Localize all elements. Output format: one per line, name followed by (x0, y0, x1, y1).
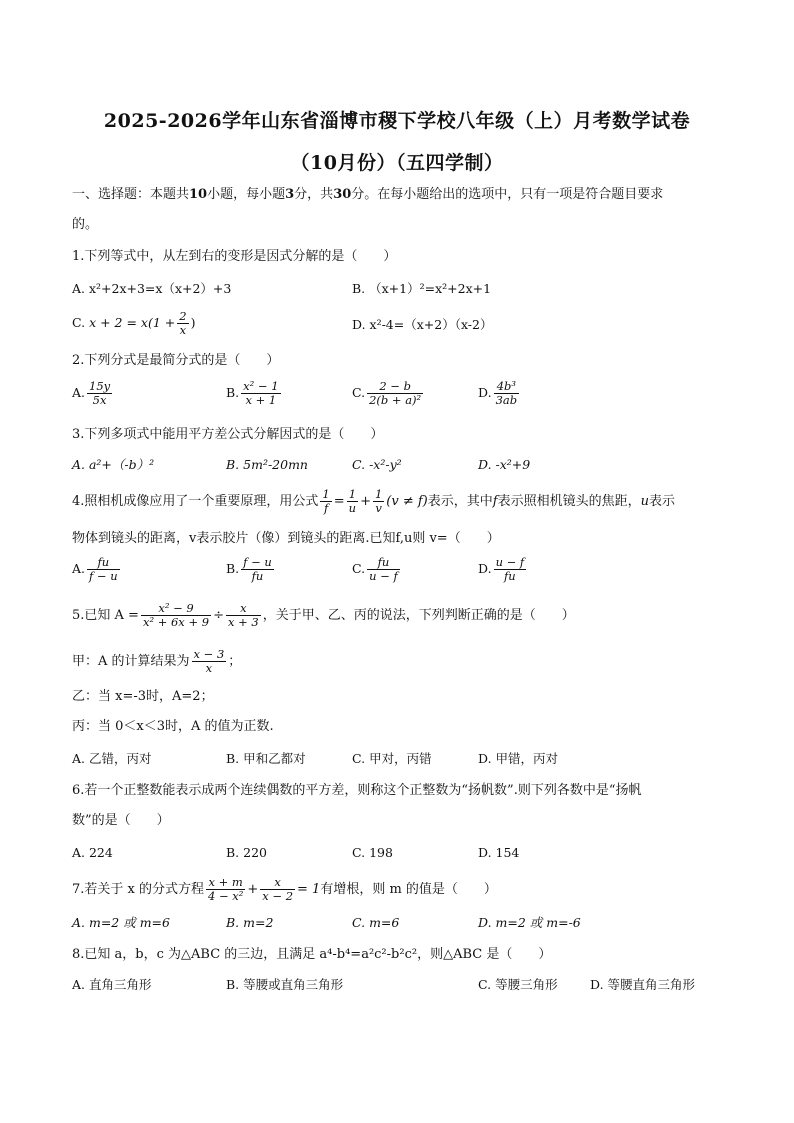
q1-option-d: D. x²-4=（x+2）（x-2） (352, 317, 493, 332)
q7-option-b: B. m=2 (226, 915, 274, 930)
question-3-stem: 3.下列多项式中能用平方差公式分解因式的是（ ） (72, 427, 384, 442)
q7-option-a: A. m=2 或 m=6 (72, 915, 170, 930)
q7-option-d: D. m=2 或 m=-6 (478, 915, 581, 930)
q5-option-d: D. 甲错，丙对 (478, 751, 559, 766)
q2-option-b: B. $\frac{\text{x² − 1}}{x + 1}$ (226, 379, 279, 407)
question-6-stem-line1: 6.若一个正整数能表示成两个连续偶数的平方差，则称这个正整数为“扬帆数”.则下列各数中是“扬帆 (72, 783, 642, 798)
q6-option-c: C. 198 (352, 845, 393, 860)
question-4-stem-line1: 4.照相机成像应用了一个重要原理，用公式 $\frac{1}{f}$ = $\frac{1}{u}$ + $\frac{1}{v}$ (v ≠ f)表示，其中f表示照相机镜头的焦距，u表示 (72, 487, 675, 515)
question-1-stem: 1.下列等式中，从左到右的变形是因式分解的是（ ） (72, 249, 397, 264)
q5-option-a: A. 乙错，丙对 (72, 751, 152, 766)
q3-option-b: B. 5m²-20mn (226, 457, 308, 472)
q2-option-a: A. $\frac{15y}{5x}$ (72, 379, 111, 407)
q2-option-d: D. $\frac{\text{4b³}}{3ab}$ (478, 379, 518, 407)
exam-subtitle: （10月份）（五四学制） (290, 152, 504, 174)
q1-c-fraction: $\frac{2}{x}$ (179, 309, 187, 337)
section-intro-line1: 一、选择题：本题共10小题，每小题3分，共30分。在每小题给出的选项中，只有一项是符合题目要求 (72, 187, 664, 202)
q8-option-d: D. 等腰直角三角形 (590, 977, 696, 992)
question-4-stem-line2: 物体到镜头的距离，v表示胶片（像）到镜头的距离.已知f,u则 v=（ ） (72, 531, 500, 546)
q3-option-c: C. -x²-y² (352, 457, 402, 472)
q5-statement-yi: 乙：当 x=-3时，A=2； (72, 689, 214, 704)
question-7-stem: 7.若关于 x 的分式方程 $\frac{x + m}{\text{4 − x²}}$ + $\frac{x}{x - 2}$ = 1有增根，则 m 的值是（ ） (72, 875, 497, 903)
q7-option-c: C. m=6 (352, 915, 400, 930)
q1-option-a: A. x²+2x+3=x（x+2）+3 (72, 281, 232, 296)
q1-option-c: C. x + 2 = x(1 + $\frac{2}{x}$ ) (72, 309, 196, 337)
q4-option-b: B. $\frac{f - u}{fu}$ (226, 555, 272, 583)
q4-option-d: D. $\frac{u - f}{fu}$ (478, 555, 525, 583)
q5-statement-jia: 甲：A 的计算结果为 $\frac{x - 3}{x}$ ； (72, 647, 242, 675)
q6-option-b: B. 220 (226, 845, 267, 860)
q5-option-b: B. 甲和乙都对 (226, 751, 306, 766)
q8-option-b: B. 等腰或直角三角形 (226, 977, 344, 992)
q8-option-c: C. 等腰三角形 (478, 977, 558, 992)
q4-option-a: A. $\frac{fu}{f - u}$ (72, 555, 118, 583)
q5-option-c: C. 甲对，丙错 (352, 751, 432, 766)
q2-option-c: C. $\frac{2 - b}{\text{2(b + a)²}}$ (352, 379, 422, 407)
q8-option-a: A. 直角三角形 (72, 977, 152, 992)
question-2-stem: 2.下列分式是最简分式的是（ ） (72, 353, 280, 368)
question-6-stem-line2: 数”的是（ ） (72, 813, 170, 828)
q6-option-d: D. 154 (478, 845, 520, 860)
q4-option-c: C. $\frac{fu}{u - f}$ (352, 555, 398, 583)
q3-option-d: D. -x²+9 (478, 457, 531, 472)
section-intro-line2: 的。 (72, 217, 99, 232)
q1-option-b: B. （x+1）²=x²+2x+1 (352, 281, 492, 296)
question-5-stem: 5.已知 A = $\frac{\text{x² − 9}}{\text{x² + 6x + 9}}$ ÷ $\frac{x}{x + 3}$ ，关于甲、乙、丙的说法，下列判断正确的是（ ） (72, 601, 575, 629)
question-8-stem: 8.已知 a，b，c 为△ABC 的三边，且满足 a⁴-b⁴=a²c²-b²c²，则△ABC 是（ ） (72, 947, 552, 962)
q5-statement-bing: 丙：当 0＜x＜3时，A 的值为正数. (72, 719, 274, 734)
exam-title: 2025-2026学年山东省淄博市稷下学校八年级（上）月考数学试卷 (103, 110, 691, 132)
q6-option-a: A. 224 (72, 845, 113, 860)
q3-option-a: A. a²+（-b）² (72, 457, 155, 472)
